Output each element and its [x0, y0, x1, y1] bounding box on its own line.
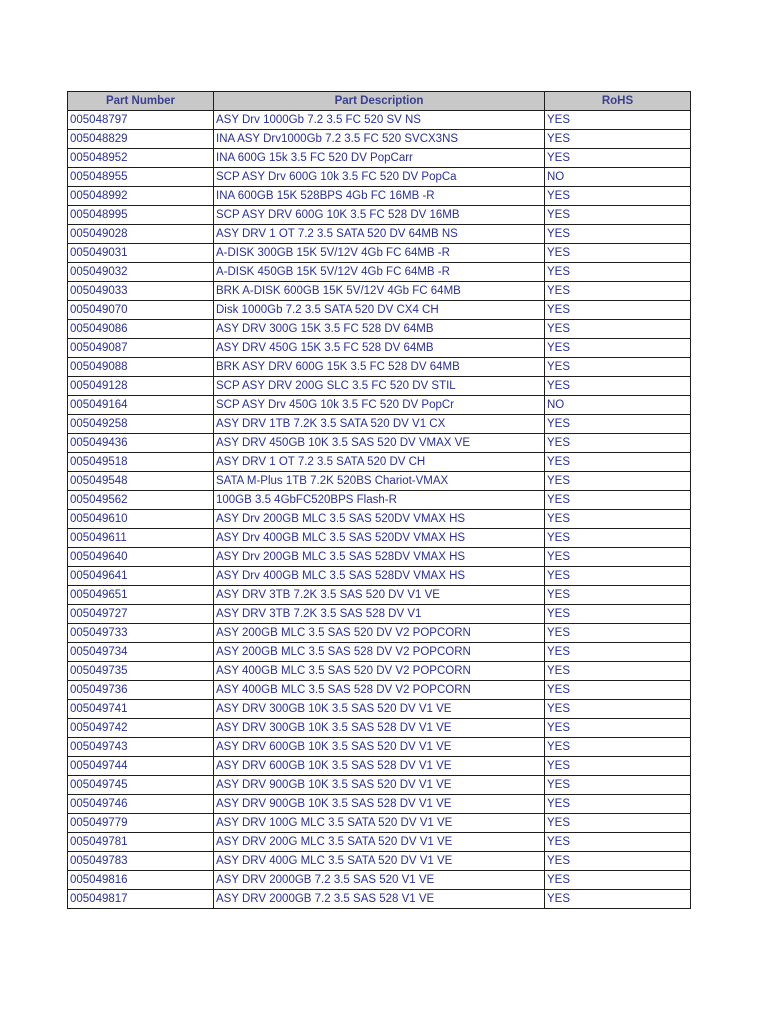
part-number-cell: 005049817	[68, 890, 214, 909]
part-description-cell: ASY DRV 3TB 7.2K 3.5 SAS 520 DV V1 VE	[214, 586, 545, 605]
part-description-cell: ASY 200GB MLC 3.5 SAS 520 DV V2 POPCORN	[214, 624, 545, 643]
table-row	[68, 320, 691, 339]
part-number-cell: 005049727	[68, 605, 214, 624]
rohs-cell: YES	[545, 206, 691, 225]
table-row	[68, 529, 691, 548]
table-row	[68, 206, 691, 225]
table-row	[68, 738, 691, 757]
part-number-cell: 005048995	[68, 206, 214, 225]
part-description-cell: 100GB 3.5 4GbFC520BPS Flash-R	[214, 491, 545, 510]
part-number-cell: 005049816	[68, 871, 214, 890]
part-number-cell: 005049518	[68, 453, 214, 472]
part-description-cell: ASY DRV 1 OT 7.2 3.5 SATA 520 DV 64MB NS	[214, 225, 545, 244]
part-number-cell: 005049548	[68, 472, 214, 491]
part-number-cell: 005049610	[68, 510, 214, 529]
part-number-cell: 005049781	[68, 833, 214, 852]
table-row	[68, 187, 691, 206]
part-description-cell: SCP ASY Drv 450G 10k 3.5 FC 520 DV PopCr	[214, 396, 545, 415]
part-description-cell: Disk 1000Gb 7.2 3.5 SATA 520 DV CX4 CH	[214, 301, 545, 320]
part-description-cell: A-DISK 300GB 15K 5V/12V 4Gb FC 64MB -R	[214, 244, 545, 263]
table-row	[68, 643, 691, 662]
table-row	[68, 453, 691, 472]
part-description-cell: ASY DRV 450G 15K 3.5 FC 528 DV 64MB	[214, 339, 545, 358]
part-description-cell: ASY 200GB MLC 3.5 SAS 528 DV V2 POPCORN	[214, 643, 545, 662]
part-number-cell: 005049086	[68, 320, 214, 339]
table-row	[68, 795, 691, 814]
part-description-cell: ASY DRV 300GB 10K 3.5 SAS 520 DV V1 VE	[214, 700, 545, 719]
part-description-cell: ASY Drv 200GB MLC 3.5 SAS 528DV VMAX HS	[214, 548, 545, 567]
table-row	[68, 282, 691, 301]
table-body	[68, 111, 691, 909]
part-description-cell: ASY DRV 300G 15K 3.5 FC 528 DV 64MB	[214, 320, 545, 339]
rohs-cell: YES	[545, 719, 691, 738]
table-row	[68, 301, 691, 320]
part-number-cell: 005049436	[68, 434, 214, 453]
rohs-cell: YES	[545, 852, 691, 871]
table-row	[68, 681, 691, 700]
rohs-cell: YES	[545, 244, 691, 263]
part-number-cell: 005049741	[68, 700, 214, 719]
rohs-cell: YES	[545, 187, 691, 206]
part-description-cell: SATA M-Plus 1TB 7.2K 520BS Chariot-VMAX	[214, 472, 545, 491]
table-row	[68, 491, 691, 510]
rohs-cell: YES	[545, 529, 691, 548]
part-number-cell: 005049032	[68, 263, 214, 282]
table-row	[68, 358, 691, 377]
rohs-cell: NO	[545, 396, 691, 415]
part-number-cell: 005049745	[68, 776, 214, 795]
rohs-cell: YES	[545, 567, 691, 586]
table-row	[68, 225, 691, 244]
part-description-cell: ASY Drv 1000Gb 7.2 3.5 FC 520 SV NS	[214, 111, 545, 130]
rohs-cell: YES	[545, 339, 691, 358]
rohs-cell: YES	[545, 453, 691, 472]
rohs-cell: YES	[545, 871, 691, 890]
part-number-cell: 005049735	[68, 662, 214, 681]
part-number-cell: 005049028	[68, 225, 214, 244]
part-description-cell: ASY DRV 300GB 10K 3.5 SAS 528 DV V1 VE	[214, 719, 545, 738]
part-description-cell: ASY 400GB MLC 3.5 SAS 528 DV V2 POPCORN	[214, 681, 545, 700]
rohs-cell: NO	[545, 168, 691, 187]
rohs-cell: YES	[545, 130, 691, 149]
table-row	[68, 548, 691, 567]
table-row	[68, 567, 691, 586]
table-row	[68, 339, 691, 358]
part-number-cell: 005049736	[68, 681, 214, 700]
part-description-cell: ASY Drv 400GB MLC 3.5 SAS 528DV VMAX HS	[214, 567, 545, 586]
part-number-cell: 005049562	[68, 491, 214, 510]
part-number-cell: 005049258	[68, 415, 214, 434]
part-number-cell: 005049088	[68, 358, 214, 377]
part-description-cell: A-DISK 450GB 15K 5V/12V 4Gb FC 64MB -R	[214, 263, 545, 282]
rohs-cell: YES	[545, 225, 691, 244]
rohs-cell: YES	[545, 149, 691, 168]
part-number-cell: 005049742	[68, 719, 214, 738]
rohs-cell: YES	[545, 548, 691, 567]
part-number-cell: 005049070	[68, 301, 214, 320]
part-number-cell: 005049031	[68, 244, 214, 263]
rohs-cell: YES	[545, 282, 691, 301]
rohs-cell: YES	[545, 301, 691, 320]
table-row	[68, 890, 691, 909]
table-row	[68, 852, 691, 871]
rohs-cell: YES	[545, 605, 691, 624]
rohs-cell: YES	[545, 776, 691, 795]
part-description-cell: BRK ASY DRV 600G 15K 3.5 FC 528 DV 64MB	[214, 358, 545, 377]
part-description-cell: ASY 400GB MLC 3.5 SAS 520 DV V2 POPCORN	[214, 662, 545, 681]
part-description-cell: ASY Drv 200GB MLC 3.5 SAS 520DV VMAX HS	[214, 510, 545, 529]
rohs-cell: YES	[545, 263, 691, 282]
table-row	[68, 719, 691, 738]
rohs-cell: YES	[545, 586, 691, 605]
table-row	[68, 776, 691, 795]
table-row	[68, 624, 691, 643]
part-number-cell: 005049611	[68, 529, 214, 548]
rohs-cell: YES	[545, 700, 691, 719]
rohs-cell: YES	[545, 377, 691, 396]
part-description-cell: ASY DRV 1 OT 7.2 3.5 SATA 520 DV CH	[214, 453, 545, 472]
table-row	[68, 510, 691, 529]
part-number-cell: 005049734	[68, 643, 214, 662]
part-description-cell: INA 600GB 15K 528BPS 4Gb FC 16MB -R	[214, 187, 545, 206]
part-description-cell: INA ASY Drv1000Gb 7.2 3.5 FC 520 SVCX3NS	[214, 130, 545, 149]
rohs-cell: YES	[545, 643, 691, 662]
rohs-cell: YES	[545, 833, 691, 852]
part-number-cell: 005049033	[68, 282, 214, 301]
part-number-cell: 005049640	[68, 548, 214, 567]
table-row	[68, 396, 691, 415]
part-description-cell: ASY DRV 600GB 10K 3.5 SAS 520 DV V1 VE	[214, 738, 545, 757]
table-row	[68, 434, 691, 453]
part-description-cell: SCP ASY Drv 600G 10k 3.5 FC 520 DV PopCa	[214, 168, 545, 187]
table-row	[68, 757, 691, 776]
rohs-cell: YES	[545, 510, 691, 529]
rohs-cell: YES	[545, 415, 691, 434]
table-row	[68, 244, 691, 263]
rohs-cell: YES	[545, 890, 691, 909]
part-number-cell: 005049744	[68, 757, 214, 776]
table-row	[68, 833, 691, 852]
table-row	[68, 130, 691, 149]
header-rohs: RoHS	[545, 92, 691, 111]
part-description-cell: ASY DRV 900GB 10K 3.5 SAS 528 DV V1 VE	[214, 795, 545, 814]
table-row	[68, 111, 691, 130]
part-number-cell: 005049087	[68, 339, 214, 358]
rohs-cell: YES	[545, 738, 691, 757]
rohs-cell: YES	[545, 434, 691, 453]
table-row	[68, 168, 691, 187]
part-number-cell: 005049783	[68, 852, 214, 871]
table-row	[68, 149, 691, 168]
table-row	[68, 263, 691, 282]
part-number-cell: 005048952	[68, 149, 214, 168]
part-description-cell: ASY DRV 200G MLC 3.5 SATA 520 DV V1 VE	[214, 833, 545, 852]
part-number-cell: 005049779	[68, 814, 214, 833]
rohs-cell: YES	[545, 111, 691, 130]
rohs-cell: YES	[545, 624, 691, 643]
header-part-description: Part Description	[214, 92, 545, 111]
part-description-cell: ASY DRV 2000GB 7.2 3.5 SAS 528 V1 VE	[214, 890, 545, 909]
part-description-cell: ASY DRV 2000GB 7.2 3.5 SAS 520 V1 VE	[214, 871, 545, 890]
table-row	[68, 662, 691, 681]
part-number-cell: 005049743	[68, 738, 214, 757]
table-row	[68, 586, 691, 605]
rohs-cell: YES	[545, 757, 691, 776]
rohs-cell: YES	[545, 472, 691, 491]
part-number-cell: 005048955	[68, 168, 214, 187]
part-number-cell: 005049128	[68, 377, 214, 396]
part-number-cell: 005048992	[68, 187, 214, 206]
part-description-cell: ASY DRV 900GB 10K 3.5 SAS 520 DV V1 VE	[214, 776, 545, 795]
header-row	[68, 92, 691, 111]
rohs-cell: YES	[545, 814, 691, 833]
part-description-cell: ASY DRV 400G MLC 3.5 SATA 520 DV V1 VE	[214, 852, 545, 871]
part-number-cell: 005049641	[68, 567, 214, 586]
rohs-cell: YES	[545, 681, 691, 700]
rohs-cell: YES	[545, 795, 691, 814]
parts-table	[67, 91, 691, 909]
part-description-cell: SCP ASY DRV 600G 10K 3.5 FC 528 DV 16MB	[214, 206, 545, 225]
rohs-cell: YES	[545, 662, 691, 681]
part-description-cell: ASY DRV 100G MLC 3.5 SATA 520 DV V1 VE	[214, 814, 545, 833]
table-row	[68, 814, 691, 833]
table-row	[68, 472, 691, 491]
part-description-cell: ASY DRV 600GB 10K 3.5 SAS 528 DV V1 VE	[214, 757, 545, 776]
part-description-cell: ASY DRV 3TB 7.2K 3.5 SAS 528 DV V1	[214, 605, 545, 624]
part-number-cell: 005049733	[68, 624, 214, 643]
table-row	[68, 415, 691, 434]
part-number-cell: 005049746	[68, 795, 214, 814]
part-description-cell: SCP ASY DRV 200G SLC 3.5 FC 520 DV STIL	[214, 377, 545, 396]
part-description-cell: BRK A-DISK 600GB 15K 5V/12V 4Gb FC 64MB	[214, 282, 545, 301]
part-number-cell: 005049164	[68, 396, 214, 415]
header-part-number: Part Number	[68, 92, 214, 111]
rohs-cell: YES	[545, 320, 691, 339]
part-number-cell: 005048829	[68, 130, 214, 149]
part-description-cell: ASY DRV 450GB 10K 3.5 SAS 520 DV VMAX VE	[214, 434, 545, 453]
rohs-cell: YES	[545, 358, 691, 377]
table-row	[68, 377, 691, 396]
table-row	[68, 871, 691, 890]
part-number-cell: 005048797	[68, 111, 214, 130]
table-row	[68, 605, 691, 624]
table-row	[68, 700, 691, 719]
part-description-cell: INA 600G 15k 3.5 FC 520 DV PopCarr	[214, 149, 545, 168]
part-description-cell: ASY DRV 1TB 7.2K 3.5 SATA 520 DV V1 CX	[214, 415, 545, 434]
rohs-cell: YES	[545, 491, 691, 510]
part-number-cell: 005049651	[68, 586, 214, 605]
part-description-cell: ASY Drv 400GB MLC 3.5 SAS 520DV VMAX HS	[214, 529, 545, 548]
